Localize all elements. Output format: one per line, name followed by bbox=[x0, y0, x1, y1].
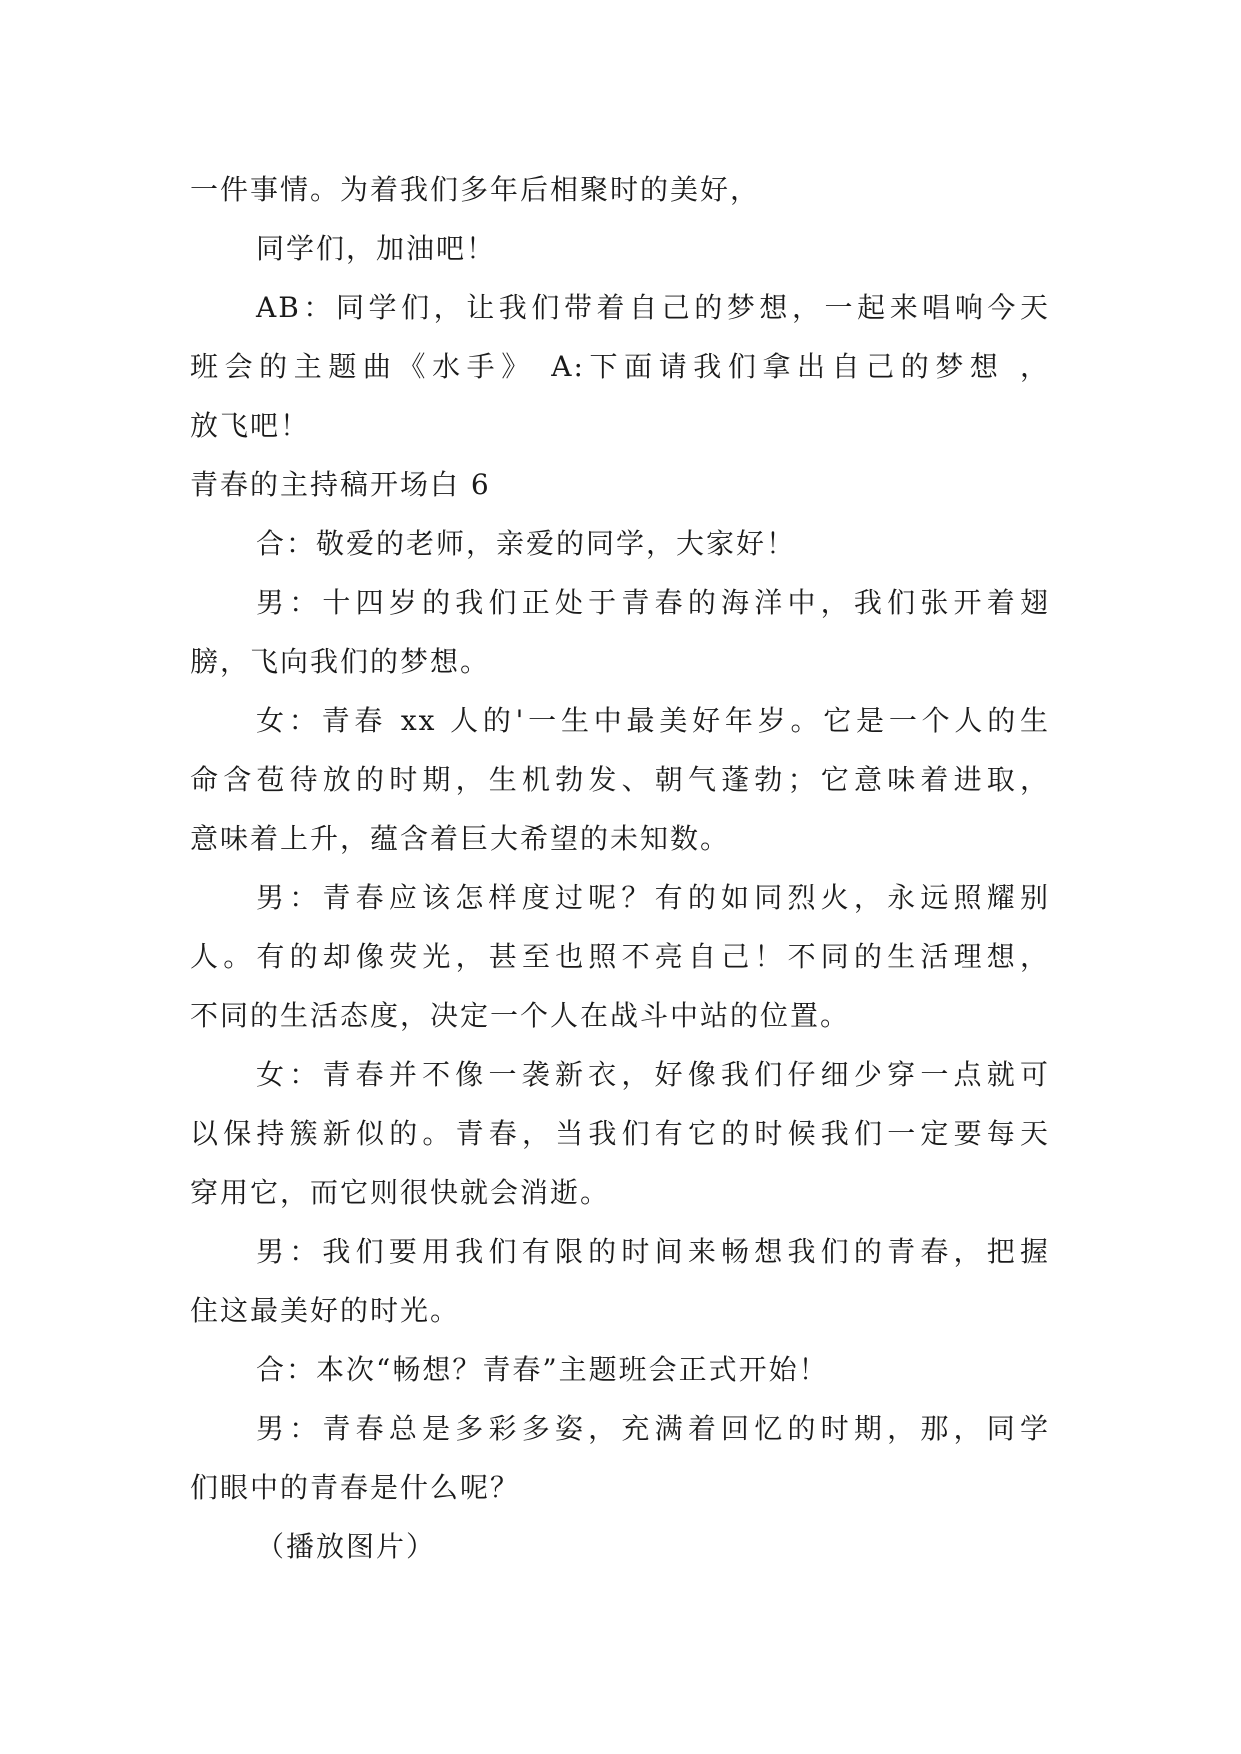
text-line: 合：敬爱的老师，亲爱的同学，大家好！ bbox=[256, 527, 797, 560]
text-line: 人。有的却像荧光，甚至也照不亮自己！不同的生活理想， bbox=[190, 940, 1050, 973]
text-line: 放飞吧！ bbox=[190, 409, 311, 442]
text-line: 合：本次“畅想？青春”主题班会正式开始！ bbox=[256, 1353, 829, 1386]
text-line: 不同的生活态度，决定一个人在战斗中站的位置。 bbox=[190, 999, 851, 1032]
text-line: 住这最美好的时光。 bbox=[190, 1294, 461, 1327]
text-line: 男：我们要用我们有限的时间来畅想我们的青春，把握 bbox=[256, 1235, 1050, 1268]
text-line: 女：青春 xx 人的'一生中最美好年岁。它是一个人的生 bbox=[256, 704, 1050, 737]
text-line: 们眼中的青春是什么呢？ bbox=[190, 1471, 521, 1504]
text-line: 男：青春总是多彩多姿，充满着回忆的时期，那，同学 bbox=[256, 1412, 1050, 1445]
text-line: 女：青春并不像一袭新衣，好像我们仔细少穿一点就可 bbox=[256, 1058, 1050, 1091]
text-line: 命含苞待放的时期，生机勃发、朝气蓬勃；它意味着进取， bbox=[190, 763, 1050, 796]
text-line: 一件事情。为着我们多年后相聚时的美好， bbox=[190, 173, 761, 206]
document-body bbox=[190, 160, 1050, 1576]
text-line: 意味着上升，蕴含着巨大希望的未知数。 bbox=[190, 822, 731, 855]
text-line: 班会的主题曲《水手》 A:下面请我们拿出自己的梦想 ， bbox=[190, 350, 1050, 383]
text-line: 同学们，加油吧！ bbox=[256, 232, 497, 265]
text-line: 男：青春应该怎样度过呢？有的如同烈火，永远照耀别 bbox=[256, 881, 1050, 914]
text-line: 男：十四岁的我们正处于青春的海洋中，我们张开着翅 bbox=[256, 586, 1050, 619]
section-heading: 青春的主持稿开场白 6 bbox=[190, 468, 491, 501]
text-line: 以保持簇新似的。青春，当我们有它的时候我们一定要每天 bbox=[190, 1117, 1050, 1150]
text-line: AB：同学们，让我们带着自己的梦想，一起来唱响今天 bbox=[256, 291, 1050, 324]
text-line: （播放图片） bbox=[256, 1530, 437, 1563]
text-line: 膀，飞向我们的梦想。 bbox=[190, 645, 491, 678]
text-line: 穿用它，而它则很快就会消逝。 bbox=[190, 1176, 611, 1209]
